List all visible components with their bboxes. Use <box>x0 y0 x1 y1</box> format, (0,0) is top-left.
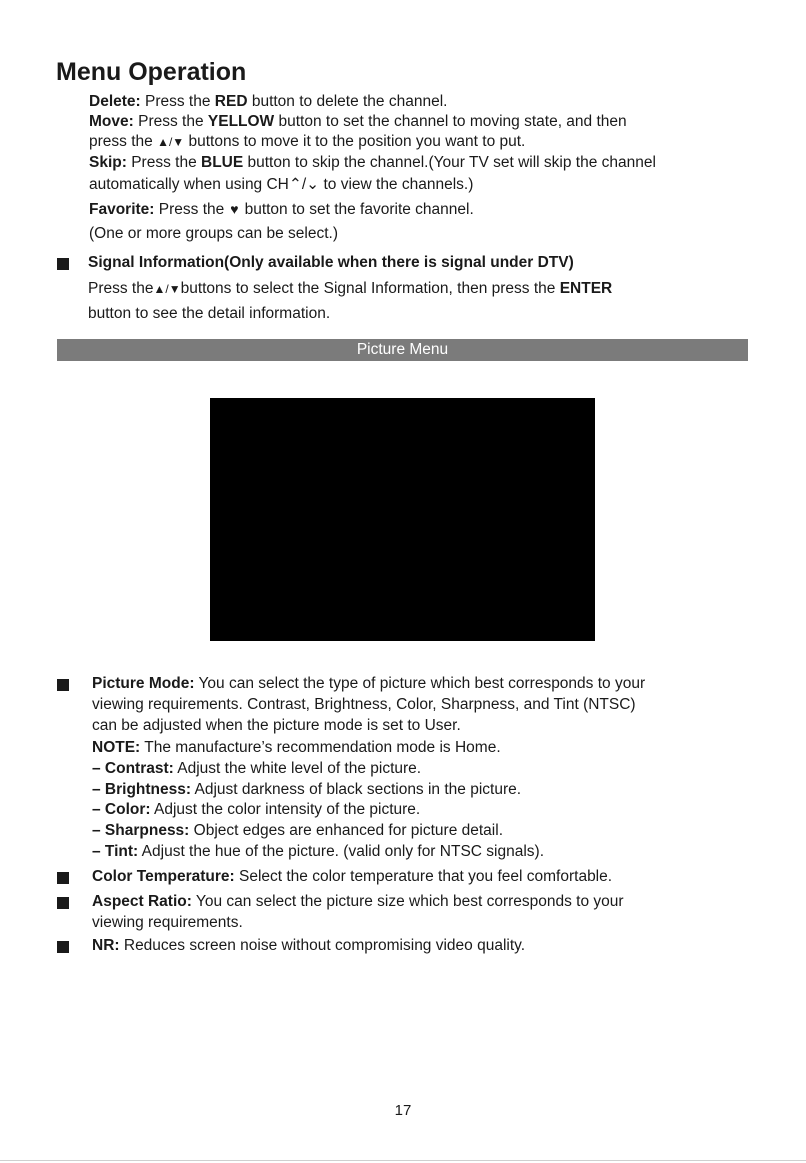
sharpness-line <box>92 821 503 841</box>
favorite-text-b: button to set the favorite channel. <box>244 201 474 218</box>
tint-line <box>92 842 544 862</box>
aspect-ratio-line <box>92 892 624 912</box>
groups-text: (One or more groups can be select.) <box>89 225 338 242</box>
color-temperature-label: Color Temperature: <box>92 868 235 885</box>
aspect-ratio-text-a: You can select the picture size which best corresponds to your <box>191 893 624 910</box>
skip-text-c: automatically when using CH⌃/⌄ to view the channels.) <box>89 176 474 193</box>
enter-label: ENTER <box>559 280 613 297</box>
bullet-square-icon <box>57 258 69 270</box>
note-line <box>92 738 501 758</box>
sharpness-text: Object edges are enhanced for picture detail. <box>189 822 503 839</box>
signal-line-1 <box>88 279 612 299</box>
bullet-square-icon <box>57 941 69 953</box>
color-temperature-line <box>92 867 612 887</box>
color-text: Adjust the color intensity of the picture. <box>150 801 421 818</box>
skip-line <box>89 153 656 173</box>
move-text-b: button to set the channel to moving state, and then <box>274 113 627 130</box>
sharpness-label: – Sharpness: <box>92 822 190 839</box>
favorite-line <box>89 199 474 220</box>
menu-screen-image <box>210 398 595 641</box>
brightness-text: Adjust darkness of black sections in the picture. <box>191 781 522 798</box>
up-down-arrow-icon: ▲/▼ <box>157 135 185 149</box>
yellow-label: YELLOW <box>207 113 275 130</box>
contrast-line <box>92 759 421 779</box>
red-label: RED <box>214 93 248 110</box>
up-down-arrow-icon: ▲/▼ <box>153 282 181 296</box>
move-text-a: Press the <box>138 113 208 130</box>
signal-text-b: buttons to select the Signal Information, then press the <box>180 280 560 297</box>
skip-text-a: Press the <box>131 154 201 171</box>
move-text-c2: buttons to move it to the position you want to put. <box>188 133 526 150</box>
contrast-text: Adjust the white level of the picture. <box>173 760 422 777</box>
move-text-c1: press the <box>89 133 158 150</box>
section-band-picture-menu: Picture Menu <box>57 339 748 361</box>
picture-mode-line-2: viewing requirements. Contrast, Brightness, Color, Sharpness, and Tint (NTSC) <box>92 696 636 713</box>
page-title: Menu Operation <box>56 58 247 86</box>
bullet-square-icon <box>57 897 69 909</box>
skip-text-b: button to skip the channel.(Your TV set will skip the channel <box>243 154 656 171</box>
tint-label: – Tint: <box>92 843 139 860</box>
move-line <box>89 112 627 132</box>
aspect-ratio-line-2: viewing requirements. <box>92 914 243 931</box>
bullet-square-icon <box>57 872 69 884</box>
nr-text: Reduces screen noise without compromising video quality. <box>119 937 526 954</box>
nr-label: NR: <box>92 937 120 954</box>
blue-label: BLUE <box>201 154 244 171</box>
move-line-2 <box>89 132 525 152</box>
contrast-label: – Contrast: <box>92 760 174 777</box>
bullet-square-icon <box>57 679 69 691</box>
favorite-text-a: Press the <box>158 201 225 218</box>
picture-mode-label: Picture Mode: <box>92 675 195 692</box>
signal-heading: Signal Information(Only available when there is signal under DTV) <box>88 254 574 271</box>
move-label: Move: <box>89 113 134 130</box>
nr-line <box>92 936 525 956</box>
skip-label: Skip: <box>89 154 127 171</box>
picture-mode-line <box>92 674 645 694</box>
heart-icon: ♥ <box>230 201 239 217</box>
tint-text: Adjust the hue of the picture. (valid only for NTSC signals). <box>138 843 544 860</box>
color-temperature-text: Select the color temperature that you feel comfortable. <box>234 868 613 885</box>
color-line <box>92 800 420 820</box>
brightness-label: – Brightness: <box>92 781 192 798</box>
signal-text-a: Press the <box>88 280 154 297</box>
page-number: 17 <box>394 1102 412 1119</box>
delete-label: Delete: <box>89 93 141 110</box>
aspect-ratio-label: Aspect Ratio: <box>92 893 192 910</box>
picture-mode-line-3: can be adjusted when the picture mode is set to User. <box>92 717 461 734</box>
delete-text-a: Press the <box>145 93 215 110</box>
picture-mode-text-a: You can select the type of picture which best corresponds to your <box>194 675 646 692</box>
brightness-line <box>92 780 521 800</box>
note-text: The manufacture’s recommendation mode is Home. <box>144 739 501 756</box>
groups-line <box>89 224 338 244</box>
note-label: NOTE: <box>92 739 141 756</box>
delete-text-b: button to delete the channel. <box>247 93 448 110</box>
signal-line-2: button to see the detail information. <box>88 305 331 322</box>
bottom-divider <box>0 1160 806 1161</box>
skip-line-2 <box>89 175 473 195</box>
delete-line <box>89 92 447 112</box>
color-label: – Color: <box>92 801 151 818</box>
favorite-label: Favorite: <box>89 201 155 218</box>
